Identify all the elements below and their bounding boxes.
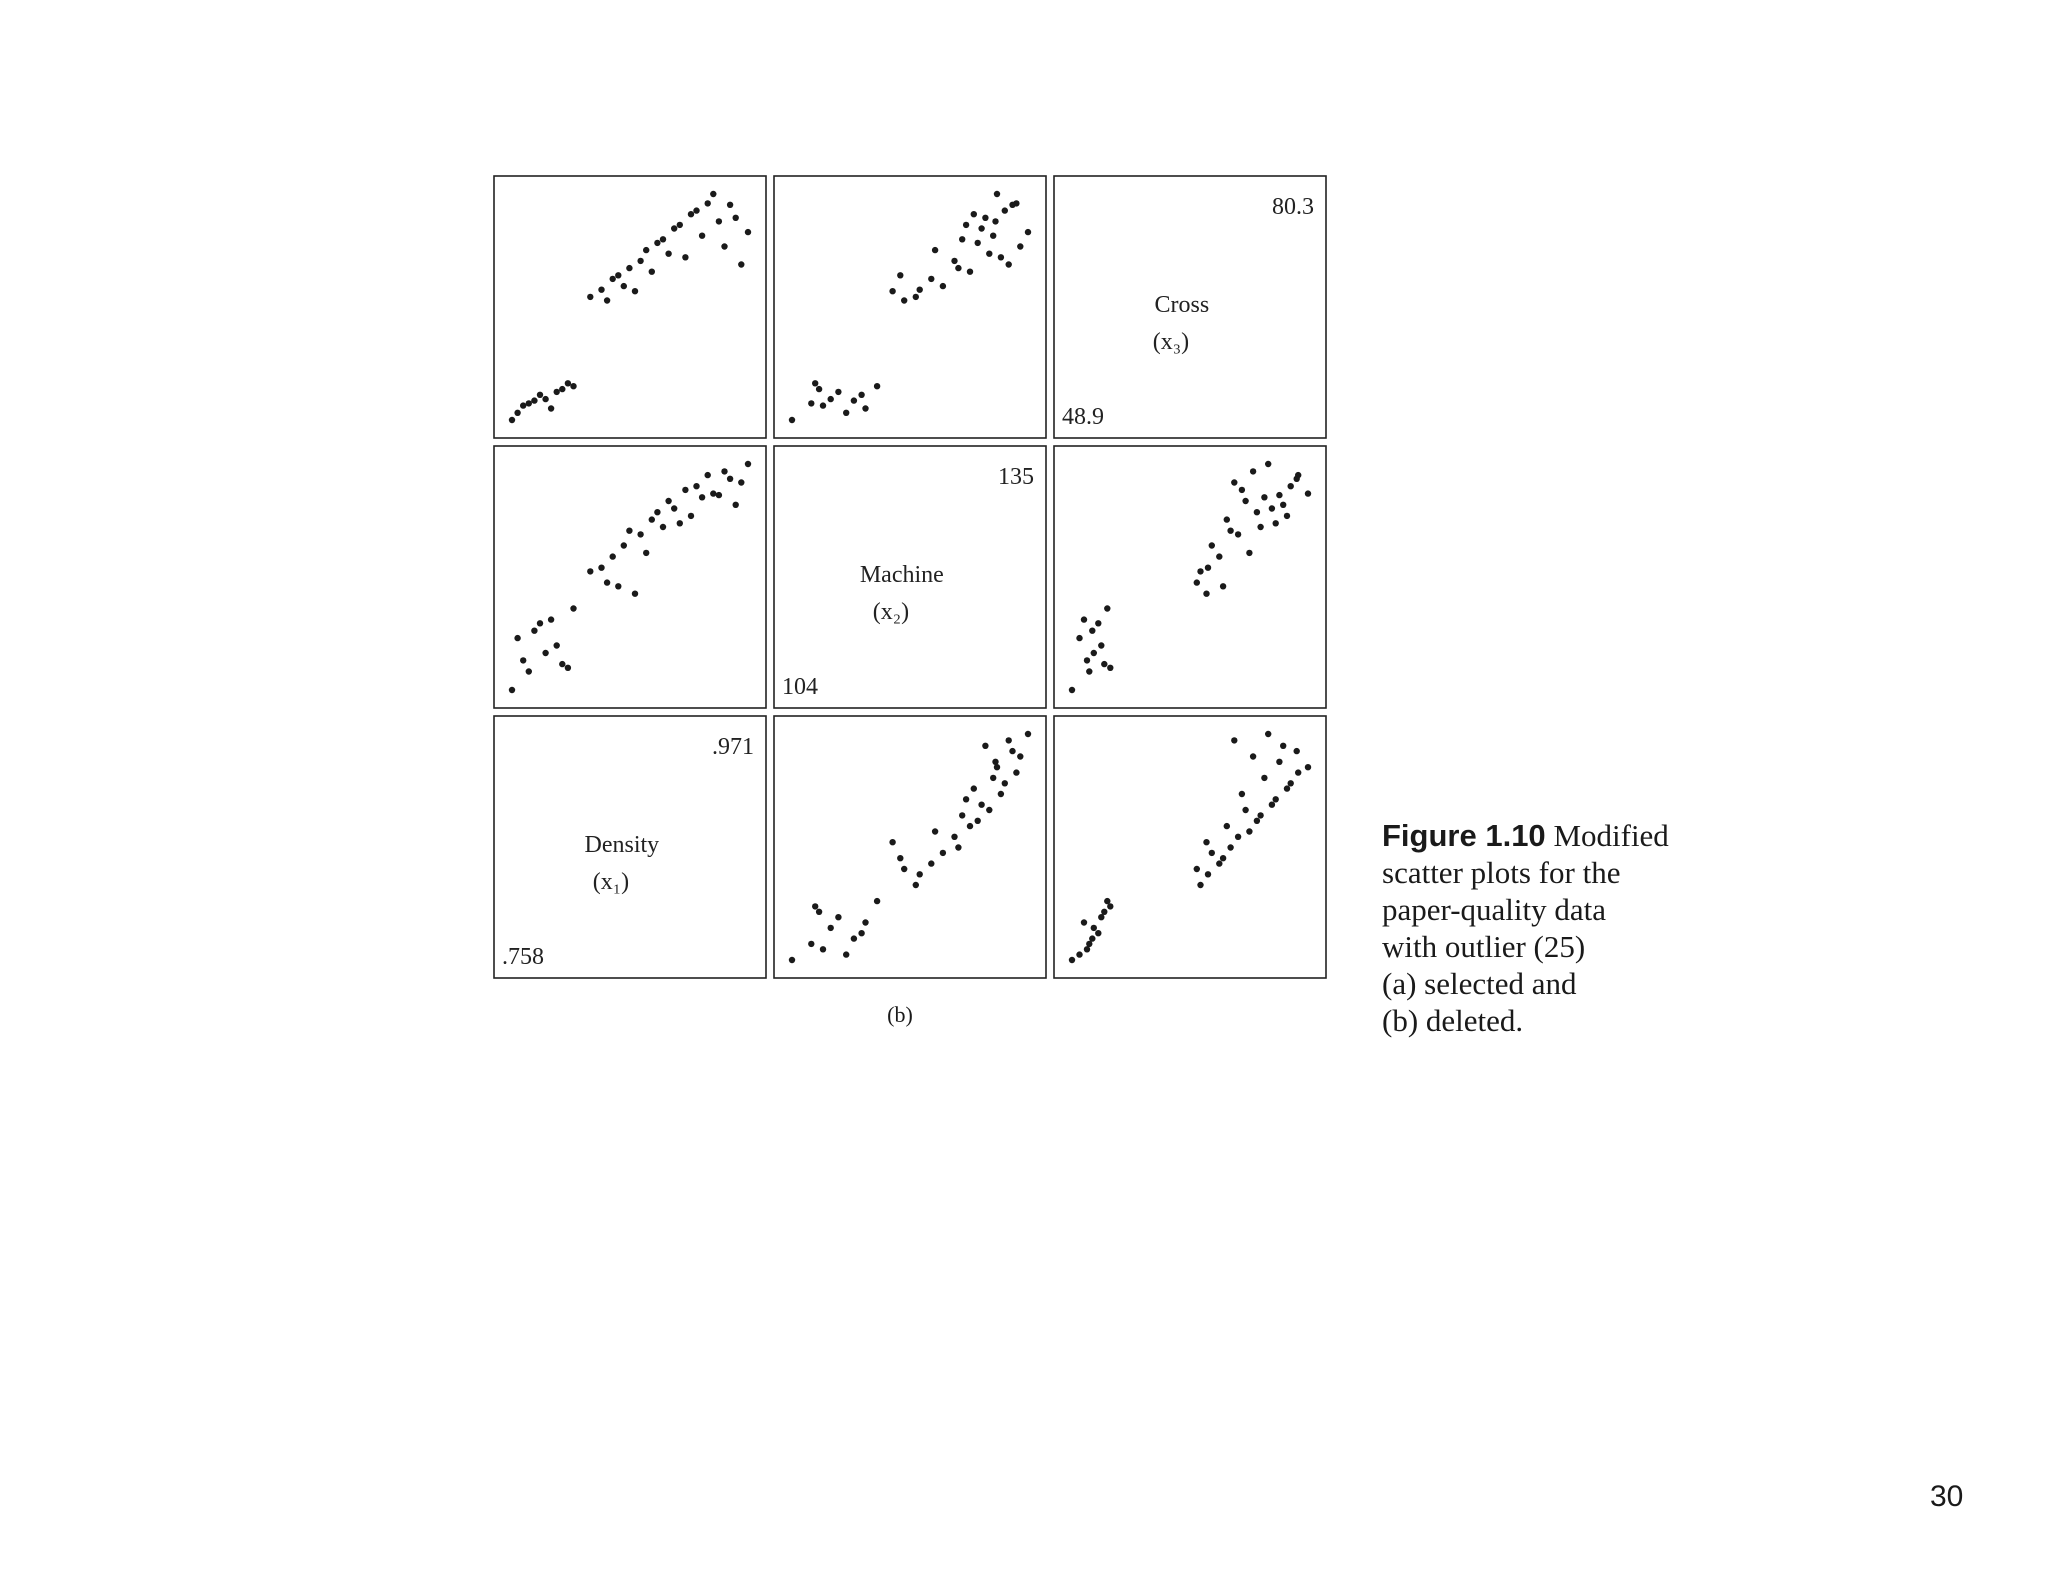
data-point [862, 919, 868, 925]
data-point [570, 383, 576, 389]
panel-r2-c2 [1054, 716, 1326, 978]
data-point [682, 254, 688, 260]
variable-name: Machine [859, 562, 944, 589]
data-point [992, 759, 998, 765]
data-point [1216, 553, 1222, 559]
data-point [1224, 516, 1230, 522]
data-point [789, 957, 795, 963]
figure-label: Figure 1.10 [1382, 818, 1546, 853]
subcaption: (b) [887, 1002, 913, 1027]
data-point [587, 294, 593, 300]
data-point [828, 925, 834, 931]
data-point [897, 855, 903, 861]
data-point [928, 276, 934, 282]
data-point [1209, 850, 1215, 856]
data-point [932, 828, 938, 834]
data-point [1280, 502, 1286, 508]
data-point [727, 202, 733, 208]
data-point [604, 297, 610, 303]
caption-line-2: scatter plots for the [1382, 855, 1621, 890]
data-point [1205, 871, 1211, 877]
data-point [615, 272, 621, 278]
data-point [967, 823, 973, 829]
data-point [1246, 550, 1252, 556]
range-max-label: 80.3 [1272, 194, 1314, 220]
data-point [1069, 957, 1075, 963]
data-point [514, 410, 520, 416]
data-point [1194, 866, 1200, 872]
data-point [671, 505, 677, 511]
panel-r1-c0 [494, 446, 766, 708]
data-point [1025, 731, 1031, 737]
data-point [998, 791, 1004, 797]
data-point [1101, 661, 1107, 667]
data-point [1095, 620, 1101, 626]
data-point [967, 269, 973, 275]
data-point [1261, 494, 1267, 500]
data-point [604, 579, 610, 585]
panel-frame [1054, 446, 1326, 708]
data-point [610, 553, 616, 559]
data-point [738, 261, 744, 267]
data-point [598, 287, 604, 293]
variable-name: Density [584, 832, 660, 859]
data-point [808, 941, 814, 947]
data-point [1216, 860, 1222, 866]
data-point [615, 583, 621, 589]
data-point [1288, 780, 1294, 786]
data-point [537, 620, 543, 626]
data-point [1220, 855, 1226, 861]
data-point [1235, 531, 1241, 537]
data-point [835, 389, 841, 395]
data-point [1069, 687, 1075, 693]
panel-r1-c1 [774, 446, 1046, 708]
panel-r2-c0 [494, 716, 766, 978]
data-point [554, 642, 560, 648]
data-point [1086, 668, 1092, 674]
data-point [643, 550, 649, 556]
data-point [1081, 616, 1087, 622]
variable-symbol: (x₃) [1152, 328, 1190, 355]
data-point [548, 405, 554, 411]
data-point [660, 236, 666, 242]
data-point [1089, 935, 1095, 941]
data-point [1276, 759, 1282, 765]
panel-r1-c2 [1054, 446, 1326, 708]
data-point [835, 914, 841, 920]
data-point [1076, 951, 1082, 957]
caption-line-6: (b) deleted. [1382, 1003, 1524, 1038]
data-point [626, 528, 632, 534]
data-point [559, 386, 565, 392]
data-point [858, 930, 864, 936]
data-point [959, 812, 965, 818]
data-point [955, 844, 961, 850]
data-point [1231, 737, 1237, 743]
data-point [1203, 839, 1209, 845]
data-point [951, 258, 957, 264]
data-point [1107, 665, 1113, 671]
data-point [710, 490, 716, 496]
caption-line-1: Modified [1553, 818, 1669, 853]
data-point [1017, 243, 1023, 249]
data-point [733, 215, 739, 221]
data-point [531, 628, 537, 634]
data-point [975, 818, 981, 824]
data-point [716, 492, 722, 498]
data-point [851, 397, 857, 403]
data-point [808, 400, 814, 406]
data-point [688, 513, 694, 519]
data-point [727, 476, 733, 482]
data-point [626, 265, 632, 271]
range-min-label: 104 [782, 674, 818, 700]
data-point [932, 247, 938, 253]
data-point [1250, 753, 1256, 759]
data-point [1209, 542, 1215, 548]
range-min-label: 48.9 [1062, 404, 1104, 430]
data-point [520, 402, 526, 408]
data-point [565, 380, 571, 386]
data-point [1104, 605, 1110, 611]
data-point [526, 668, 532, 674]
data-point [951, 834, 957, 840]
data-point [851, 935, 857, 941]
data-point [1197, 568, 1203, 574]
data-point [828, 396, 834, 402]
data-point [654, 240, 660, 246]
data-point [682, 487, 688, 493]
data-point [1295, 769, 1301, 775]
panel-r0-c1 [774, 176, 1046, 438]
data-point [1076, 635, 1082, 641]
panel-r0-c2 [1054, 176, 1326, 438]
data-point [1269, 505, 1275, 511]
data-point [699, 494, 705, 500]
data-point [1265, 461, 1271, 467]
data-point [621, 542, 627, 548]
data-point [862, 405, 868, 411]
panel-frame [774, 176, 1046, 438]
data-point [1280, 743, 1286, 749]
data-point [982, 743, 988, 749]
data-point [990, 233, 996, 239]
data-point [745, 461, 751, 467]
data-point [745, 229, 751, 235]
range-min-label: .758 [502, 944, 544, 970]
data-point [1203, 591, 1209, 597]
range-max-label: 135 [998, 464, 1034, 490]
data-point [1205, 565, 1211, 571]
data-point [654, 509, 660, 515]
data-point [994, 764, 1000, 770]
variable-symbol: (x₂) [872, 598, 910, 625]
data-point [816, 909, 822, 915]
data-point [699, 233, 705, 239]
data-point [1009, 202, 1015, 208]
data-point [858, 392, 864, 398]
data-point [986, 251, 992, 257]
data-point [1227, 528, 1233, 534]
data-point [665, 251, 671, 257]
data-point [671, 225, 677, 231]
data-point [1288, 483, 1294, 489]
data-point [963, 796, 969, 802]
data-point [940, 283, 946, 289]
data-point [1254, 509, 1260, 515]
data-point [940, 850, 946, 856]
data-point [1305, 490, 1311, 496]
data-point [1227, 844, 1233, 850]
data-point [554, 389, 560, 395]
variable-symbol: (x₁) [592, 868, 630, 895]
page-number: 30 [1930, 1480, 1964, 1513]
data-point [1269, 802, 1275, 808]
data-point [812, 380, 818, 386]
data-point [901, 297, 907, 303]
data-point [688, 211, 694, 217]
data-point [913, 882, 919, 888]
data-point [1276, 492, 1282, 498]
data-point [520, 657, 526, 663]
data-point [1273, 520, 1279, 526]
data-point [955, 265, 961, 271]
data-point [1091, 650, 1097, 656]
data-point [649, 516, 655, 522]
data-point [537, 392, 543, 398]
data-point [1006, 737, 1012, 743]
data-point [982, 215, 988, 221]
data-point [1091, 925, 1097, 931]
data-point [901, 866, 907, 872]
data-point [1098, 914, 1104, 920]
data-point [1265, 731, 1271, 737]
data-point [889, 839, 895, 845]
data-point [721, 243, 727, 249]
data-point [514, 635, 520, 641]
data-point [1242, 807, 1248, 813]
data-point [963, 222, 969, 228]
panel-frame [494, 446, 766, 708]
data-point [542, 650, 548, 656]
data-point [978, 225, 984, 231]
data-point [1261, 775, 1267, 781]
data-point [1305, 764, 1311, 770]
range-max-label: .971 [712, 734, 754, 760]
data-point [570, 605, 576, 611]
data-point [637, 531, 643, 537]
data-point [509, 687, 515, 693]
data-point [994, 191, 1000, 197]
caption-line-3: paper-quality data [1382, 892, 1607, 927]
data-point [1002, 780, 1008, 786]
data-point [710, 191, 716, 197]
data-point [1095, 930, 1101, 936]
data-point [632, 288, 638, 294]
data-point [820, 946, 826, 952]
data-point [992, 218, 998, 224]
data-point [889, 288, 895, 294]
panel-r0-c0 [494, 176, 766, 438]
data-point [1104, 898, 1110, 904]
data-point [913, 294, 919, 300]
data-point [716, 218, 722, 224]
data-point [632, 591, 638, 597]
data-point [928, 860, 934, 866]
data-point [705, 472, 711, 478]
data-point [1257, 812, 1263, 818]
data-point [1013, 769, 1019, 775]
panel-r2-c1 [774, 716, 1046, 978]
data-point [998, 254, 1004, 260]
data-point [1239, 791, 1245, 797]
data-point [812, 903, 818, 909]
data-point [1084, 657, 1090, 663]
data-point [509, 417, 515, 423]
caption-line-4: with outlier (25) [1382, 929, 1586, 964]
data-point [978, 802, 984, 808]
data-point [693, 207, 699, 213]
data-point [660, 524, 666, 530]
data-point [587, 568, 593, 574]
data-point [1009, 748, 1015, 754]
data-point [1089, 628, 1095, 634]
data-point [738, 479, 744, 485]
data-point [1194, 579, 1200, 585]
data-point [1224, 823, 1230, 829]
data-point [649, 269, 655, 275]
data-point [1235, 834, 1241, 840]
data-point [897, 272, 903, 278]
data-point [1284, 513, 1290, 519]
data-point [1294, 748, 1300, 754]
data-point [1284, 785, 1290, 791]
data-point [705, 200, 711, 206]
data-point [917, 871, 923, 877]
data-point [598, 565, 604, 571]
data-point [843, 951, 849, 957]
data-point [820, 402, 826, 408]
data-point [621, 283, 627, 289]
data-point [542, 396, 548, 402]
data-point [637, 258, 643, 264]
data-point [565, 665, 571, 671]
data-point [559, 661, 565, 667]
data-point [1017, 753, 1023, 759]
data-point [1098, 642, 1104, 648]
data-point [1273, 796, 1279, 802]
data-point [1006, 261, 1012, 267]
data-point [874, 383, 880, 389]
data-point [1250, 468, 1256, 474]
data-point [816, 386, 822, 392]
data-point [531, 397, 537, 403]
data-point [1220, 583, 1226, 589]
data-point [1197, 882, 1203, 888]
data-point [548, 616, 554, 622]
figure-caption [1382, 817, 1712, 1039]
data-point [677, 520, 683, 526]
data-point [1081, 919, 1087, 925]
data-point [643, 247, 649, 253]
data-point [1294, 476, 1300, 482]
data-point [1101, 909, 1107, 915]
data-point [1002, 207, 1008, 213]
data-point [843, 410, 849, 416]
data-point [1025, 229, 1031, 235]
data-point [526, 400, 532, 406]
data-point [693, 483, 699, 489]
data-point [1242, 498, 1248, 504]
panel-frame [774, 716, 1046, 978]
data-point [971, 785, 977, 791]
data-point [1231, 479, 1237, 485]
data-point [1239, 487, 1245, 493]
data-point [874, 898, 880, 904]
data-point [975, 240, 981, 246]
data-point [665, 498, 671, 504]
data-point [1254, 818, 1260, 824]
data-point [959, 236, 965, 242]
data-point [1257, 524, 1263, 530]
caption-line-5: (a) selected and [1382, 966, 1577, 1001]
data-point [1246, 828, 1252, 834]
data-point [610, 276, 616, 282]
data-point [986, 807, 992, 813]
data-point [721, 468, 727, 474]
data-point [733, 502, 739, 508]
data-point [917, 287, 923, 293]
data-point [971, 211, 977, 217]
data-point [677, 222, 683, 228]
variable-name: Cross [1154, 292, 1210, 319]
data-point [789, 417, 795, 423]
data-point [990, 775, 996, 781]
